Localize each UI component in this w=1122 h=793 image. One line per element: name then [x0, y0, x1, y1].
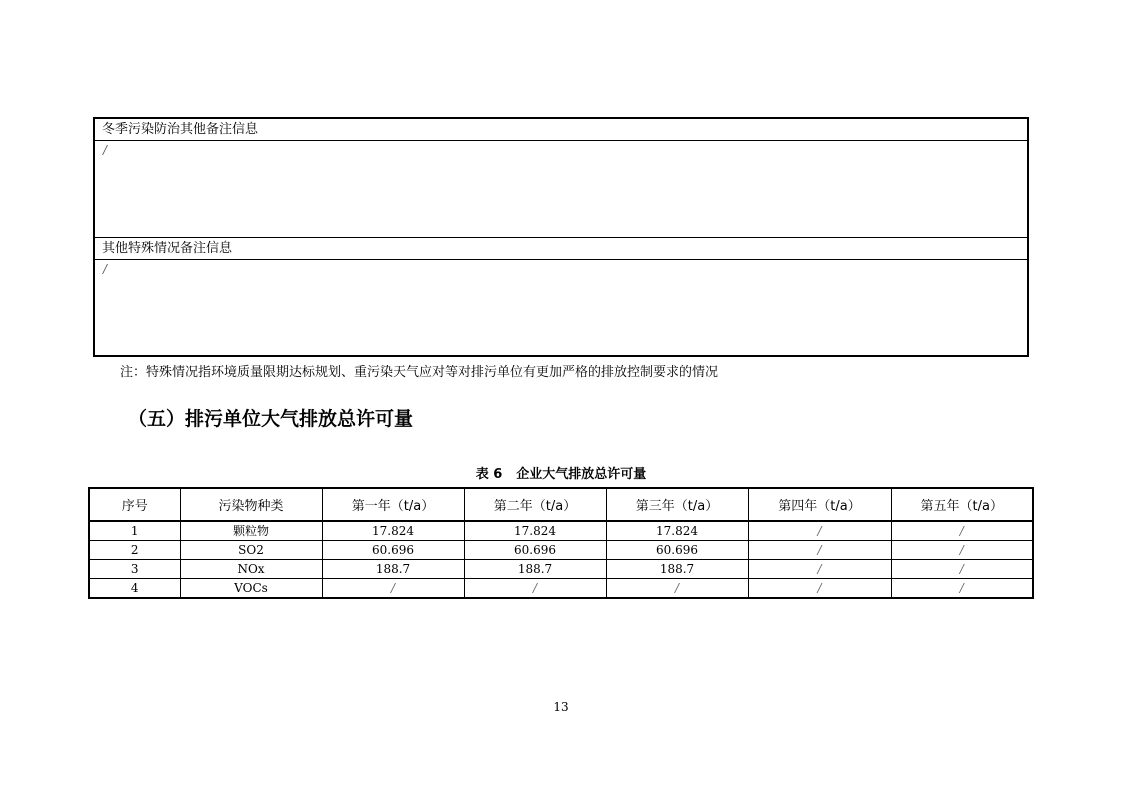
page-number: 13 — [553, 700, 569, 714]
cell-year-1: 188.7 — [322, 560, 464, 579]
header-index: 序号 — [89, 488, 180, 521]
remarks-box — [93, 117, 1029, 357]
emission-permit-table — [88, 487, 1034, 599]
cell-year-1: / — [322, 579, 464, 599]
cell-year-5: / — [891, 521, 1033, 541]
cell-index: 1 — [89, 521, 180, 541]
cell-year-3: 17.824 — [606, 521, 748, 541]
cell-pollutant: NOx — [180, 560, 322, 579]
cell-pollutant: VOCs — [180, 579, 322, 599]
cell-year-1: 60.696 — [322, 541, 464, 560]
winter-remarks-value: / — [95, 141, 1027, 238]
table-caption-number: 表 6 — [475, 467, 503, 482]
cell-year-5: / — [891, 579, 1033, 599]
cell-year-4: / — [748, 579, 891, 599]
cell-year-2: / — [464, 579, 606, 599]
header-year-1: 第一年（t/a） — [322, 488, 464, 521]
header-year-3: 第三年（t/a） — [606, 488, 748, 521]
cell-year-3: 60.696 — [606, 541, 748, 560]
cell-year-4: / — [748, 560, 891, 579]
cell-year-2: 17.824 — [464, 521, 606, 541]
cell-year-3: / — [606, 579, 748, 599]
table-row — [89, 521, 1033, 541]
table-row — [89, 541, 1033, 560]
cell-index: 4 — [89, 579, 180, 599]
table-header-row — [89, 488, 1033, 521]
cell-index: 2 — [89, 541, 180, 560]
cell-year-4: / — [748, 521, 891, 541]
cell-year-5: / — [891, 560, 1033, 579]
winter-remarks-label: 冬季污染防治其他备注信息 — [95, 119, 1027, 141]
cell-year-1: 17.824 — [322, 521, 464, 541]
cell-pollutant: 颗粒物 — [180, 521, 322, 541]
cell-year-4: / — [748, 541, 891, 560]
header-year-4: 第四年（t/a） — [748, 488, 891, 521]
header-year-2: 第二年（t/a） — [464, 488, 606, 521]
cell-year-2: 60.696 — [464, 541, 606, 560]
remarks-footnote: 注：特殊情况指环境质量限期达标规划、重污染天气应对等对排污单位有更加严格的排放控制要求的情况 — [120, 365, 719, 380]
cell-pollutant: SO2 — [180, 541, 322, 560]
header-year-5: 第五年（t/a） — [891, 488, 1033, 521]
section-title: （五）排污单位大气排放总许可量 — [128, 408, 414, 430]
table-row — [89, 579, 1033, 599]
table-caption — [0, 463, 1122, 482]
header-pollutant: 污染物种类 — [180, 488, 322, 521]
cell-year-5: / — [891, 541, 1033, 560]
cell-year-2: 188.7 — [464, 560, 606, 579]
cell-index: 3 — [89, 560, 180, 579]
table-caption-title: 企业大气排放总许可量 — [516, 467, 647, 482]
cell-year-3: 188.7 — [606, 560, 748, 579]
special-remarks-value: / — [103, 262, 108, 276]
table-row — [89, 560, 1033, 579]
special-remarks-label: 其他特殊情况备注信息 — [95, 238, 1027, 260]
